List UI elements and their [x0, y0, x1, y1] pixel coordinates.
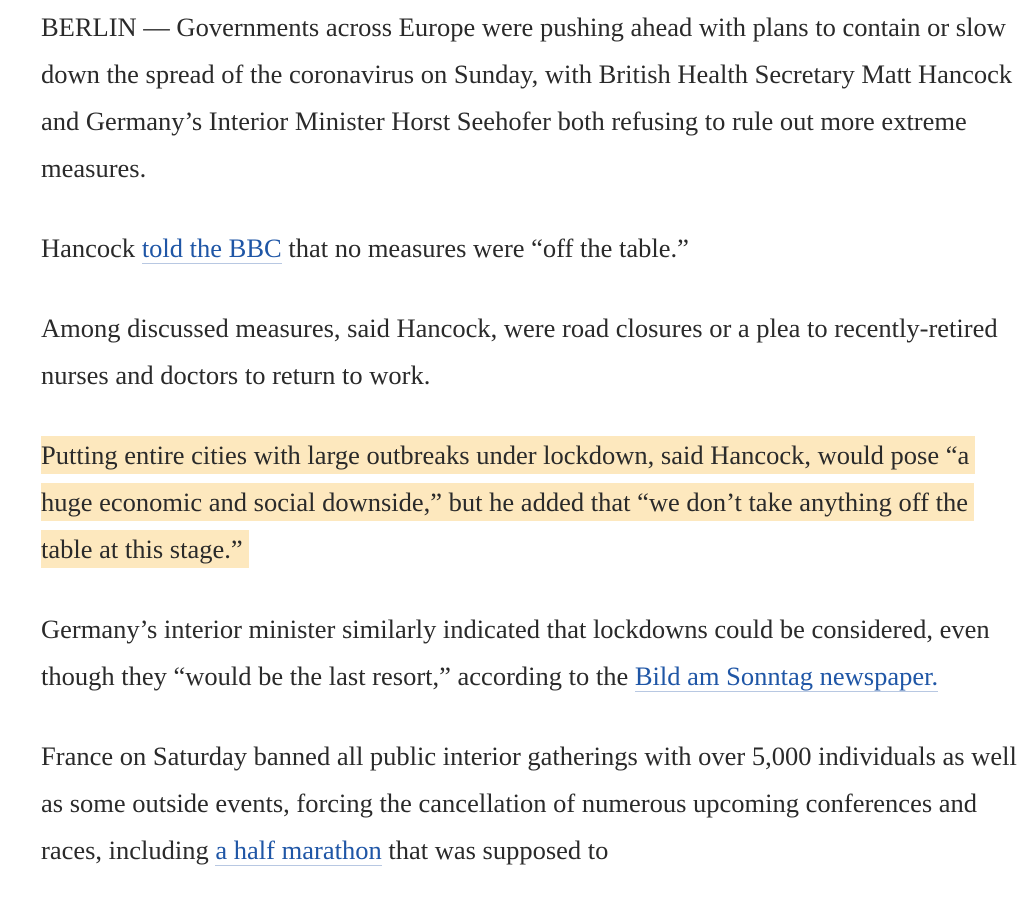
paragraph-germany	[41, 606, 1019, 700]
paragraph-text: that was supposed to	[381, 835, 609, 865]
paragraph-text: France on Saturday banned all public interior gatherings with over 5,000 individuals as well as some outside events, forcing the cancellation of numerous upcoming conferences and races, including	[41, 741, 1017, 865]
highlighted-quote: Putting entire cities with large outbreaks under lockdown, said Hancock, would pose “a huge economic and social downside,” but he added that “we don’t take anything off the table at this stage.”	[41, 436, 975, 568]
paragraph-lockdown-quote	[41, 432, 1019, 573]
paragraph-france	[41, 733, 1019, 874]
paragraph-text: that no measures were “off the table.”	[281, 233, 689, 263]
article-body	[41, 4, 1019, 907]
paragraph-text: Hancock	[41, 233, 142, 263]
told-the-bbc-link[interactable]: told the BBC	[141, 233, 282, 263]
paragraph-measures	[41, 305, 1019, 399]
paragraph-intro-text: BERLIN — Governments across Europe were pushing ahead with plans to contain or slow down the spread of the coronavirus on Sunday, with British Health Secretary Matt Hancock and Germany’s Interior Minister Horst Seehofer both refusing to rule out more extreme measures.	[41, 12, 1013, 183]
bild-am-sonntag-link[interactable]: Bild am Sonntag newspaper.	[634, 661, 939, 691]
paragraph-intro	[41, 4, 1019, 192]
paragraph-hancock-bbc	[41, 225, 1019, 272]
paragraph-text: Germany’s interior minister similarly indicated that lockdowns could be considered, even though they “would be the last resort,” according to the	[41, 614, 990, 691]
paragraph-text: Among discussed measures, said Hancock, were road closures or a plea to recently-retired nurses and doctors to return to work.	[41, 313, 998, 390]
half-marathon-link[interactable]: a half marathon	[215, 835, 382, 865]
